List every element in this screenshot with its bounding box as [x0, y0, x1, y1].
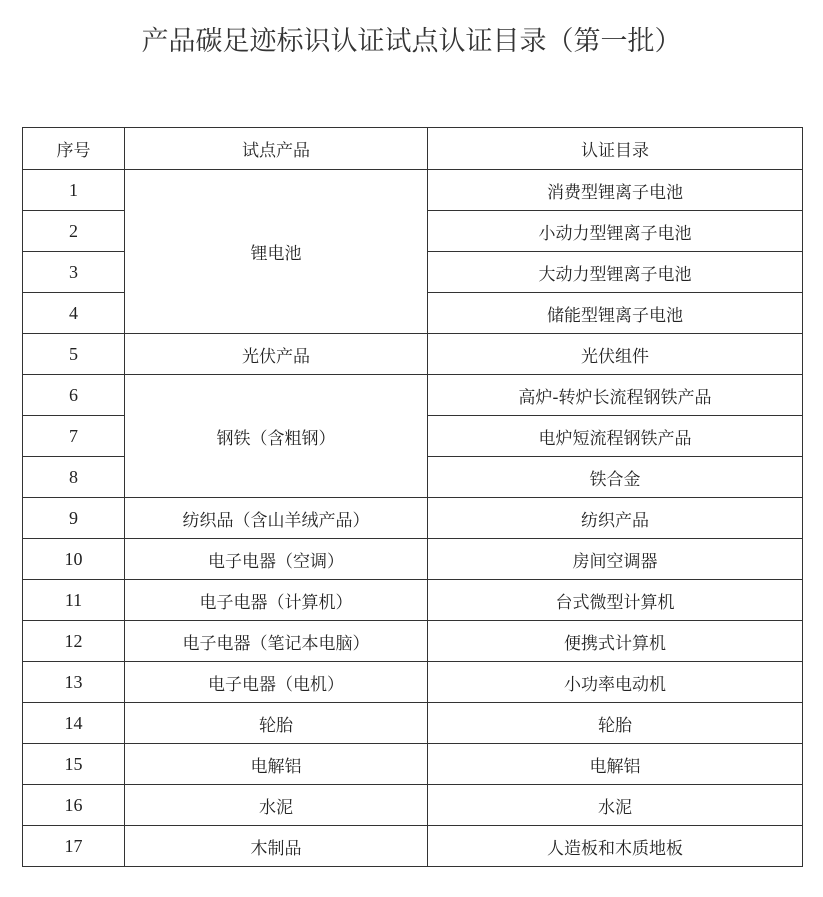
- row-seq-number: 4: [23, 293, 125, 334]
- table-row: [23, 703, 803, 744]
- pilot-product-cell: 钢铁（含粗钢）: [125, 375, 428, 498]
- row-seq-number: 5: [23, 334, 125, 375]
- document-title: 产品碳足迹标识认证试点认证目录（第一批）: [141, 26, 682, 57]
- row-seq-number: 9: [23, 498, 125, 539]
- catalog-item-cell: 大动力型锂离子电池: [428, 252, 803, 293]
- row-seq-number: 6: [23, 375, 125, 416]
- catalog-item-cell: 便携式计算机: [428, 621, 803, 662]
- row-seq-number: 13: [23, 662, 125, 703]
- table-row: [23, 785, 803, 826]
- certification-catalog-table: [22, 127, 803, 867]
- catalog-item-cell: 电解铝: [428, 744, 803, 785]
- row-seq-number: 7: [23, 416, 125, 457]
- pilot-product-cell: 光伏产品: [125, 334, 428, 375]
- table-body: [23, 170, 803, 867]
- table-row: [23, 662, 803, 703]
- table-row: [23, 375, 803, 416]
- header-catalog: 认证目录: [428, 128, 803, 170]
- catalog-item-cell: 人造板和木质地板: [428, 826, 803, 867]
- catalog-item-cell: 电炉短流程钢铁产品: [428, 416, 803, 457]
- pilot-product-cell: 纺织品（含山羊绒产品）: [125, 498, 428, 539]
- row-seq-number: 17: [23, 826, 125, 867]
- row-seq-number: 10: [23, 539, 125, 580]
- header-seq: 序号: [23, 128, 125, 170]
- row-seq-number: 14: [23, 703, 125, 744]
- table-header-row: [23, 128, 803, 170]
- row-seq-number: 8: [23, 457, 125, 498]
- pilot-product-cell: 电解铝: [125, 744, 428, 785]
- row-seq-number: 12: [23, 621, 125, 662]
- table-row: [23, 170, 803, 211]
- pilot-product-cell: 锂电池: [125, 170, 428, 334]
- table-row: [23, 826, 803, 867]
- table-row: [23, 744, 803, 785]
- table-row: [23, 621, 803, 662]
- row-seq-number: 15: [23, 744, 125, 785]
- pilot-product-cell: 电子电器（电机）: [125, 662, 428, 703]
- pilot-product-cell: 电子电器（空调）: [125, 539, 428, 580]
- catalog-item-cell: 台式微型计算机: [428, 580, 803, 621]
- catalog-item-cell: 水泥: [428, 785, 803, 826]
- catalog-item-cell: 轮胎: [428, 703, 803, 744]
- pilot-product-cell: 水泥: [125, 785, 428, 826]
- table-row: [23, 334, 803, 375]
- row-seq-number: 16: [23, 785, 125, 826]
- pilot-product-cell: 电子电器（计算机）: [125, 580, 428, 621]
- row-seq-number: 1: [23, 170, 125, 211]
- catalog-item-cell: 小动力型锂离子电池: [428, 211, 803, 252]
- pilot-product-cell: 木制品: [125, 826, 428, 867]
- catalog-item-cell: 小功率电动机: [428, 662, 803, 703]
- row-seq-number: 11: [23, 580, 125, 621]
- row-seq-number: 3: [23, 252, 125, 293]
- table-row: [23, 580, 803, 621]
- catalog-item-cell: 高炉-转炉长流程钢铁产品: [428, 375, 803, 416]
- catalog-item-cell: 储能型锂离子电池: [428, 293, 803, 334]
- catalog-item-cell: 纺织产品: [428, 498, 803, 539]
- catalog-item-cell: 房间空调器: [428, 539, 803, 580]
- catalog-item-cell: 光伏组件: [428, 334, 803, 375]
- table-row: [23, 539, 803, 580]
- pilot-product-cell: 电子电器（笔记本电脑）: [125, 621, 428, 662]
- catalog-item-cell: 铁合金: [428, 457, 803, 498]
- table-row: [23, 498, 803, 539]
- pilot-product-cell: 轮胎: [125, 703, 428, 744]
- row-seq-number: 2: [23, 211, 125, 252]
- catalog-item-cell: 消费型锂离子电池: [428, 170, 803, 211]
- header-pilot-product: 试点产品: [125, 128, 428, 170]
